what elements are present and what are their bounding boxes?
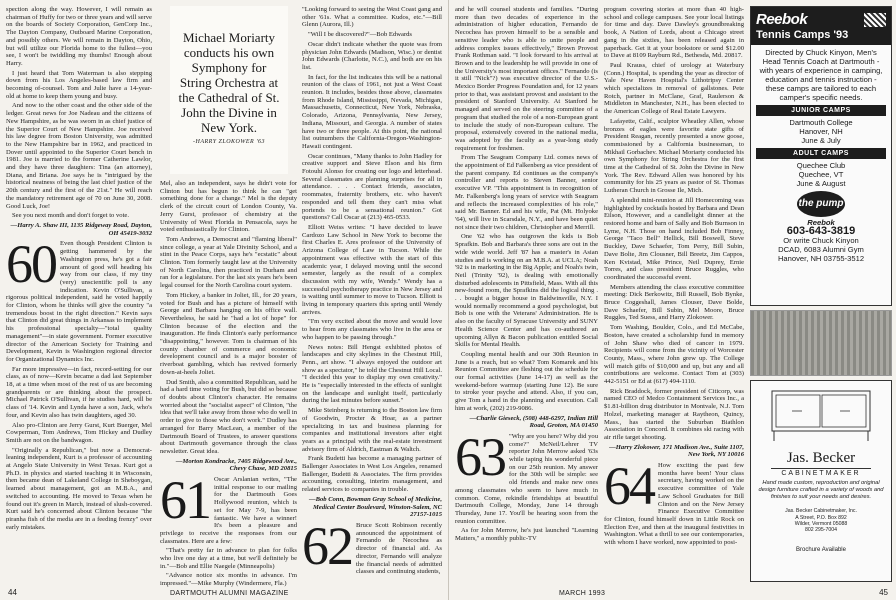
junior-location: Hanover, NH [799, 127, 843, 136]
paragraph: "Looking forward to seeing the West Coast gang and other '61s. What a committee. Kudos, etc."—Bill Glenn (Aurora, Ill.) [302, 6, 442, 29]
photo-credit: -HARRY ZLOKOWER '63 [192, 139, 265, 145]
left-column-3 [302, 6, 442, 584]
paragraph: See you next month and don't forget to vote. [12, 212, 129, 220]
phone-number: 603-643-3819 [786, 225, 856, 237]
paragraph: "Why are you here? Why did you come?" McNeil/Lehrer TV reporter John Merrow asked '63s while taping his wonderful piece on our 25th reunion. My answer for the 30th will be simple: see old friends and make new ones among classmates who seem to have much in common. Come, rekindle friendships at beautiful Dartmouth College, Monday, June 14 through Thursday, June 17. You'll be hearing soon from the reunion committee. [455, 432, 598, 525]
reebok-logo: Reebok [756, 11, 808, 28]
junior-camps-label: JUNIOR CAMPS [756, 105, 886, 116]
paragraph: Members attending the class executive committee meeting: Dick Berkowitz, Bill Russell, Bob Bynke, Bruce Coggeshall, James Clouser, Dave Bolde, Dave Schaefer, Bill Subin, Mel Moore, Bruce Ruggles, Ted Suess, and Harry Zlokower. [604, 283, 744, 322]
cabinet-illustration-icon [762, 385, 880, 443]
paragraph: Elliott Weiss writes: "I have decided to leave Cardozo Law School in New York to become the first Charles E. Ares professor of the University of Arizona College of Law in Tucson. While the appointment was effective with the start of this academic year, I delayed moving until the second semester, largely as the result of a complex discussion with my wife, Wendy." Wendy has a successful psychotherapy practice in New Jersey and is waiting until summer to move to Tucson. Elliott is living in temporary quarters this spring until Wendy arrives. [302, 223, 442, 316]
signature: —Bob Conn, Bowman Gray School of Medicine, Medical Center Boulevard, Winston-Salem, NC 27157-1015 [309, 495, 442, 519]
right-column-1 [455, 6, 598, 584]
paragraph: and he will counsel students and families. "During more than two decades of experience in the administration of higher education, Fernando de Necochea has proven himself to be a sensible and sensitive leader who is able to unite people and address complex issues effectively," Brown Provost Frank Rothman said. "I look forward to his arrival at Brown and to the leadership he will provide in one of the University's most important offices." Fernando (is it still "Nick"?) was executive director of the U.S.-Mexico Border Progress Foundation and, for 12 years prior to that, was assistant provost and assistant to the president of Stanford University. At Stanford he managed and served on the steering committee of a program that studied the role of a non-European grant to include the study of non-European culture. The proposal, extensively covered in the national media, was adopted by the faculty as a year-long study requirement for freshmen. [455, 6, 598, 152]
paragraph: Oscar didn't indicate whether the quote was from physician John Edwards (Madison, Wisc.) or dentist John Edwards (Charlotte, N.C.), and both are on his list. [302, 40, 442, 71]
address [757, 508, 885, 533]
paragraph: Far more impressive—in fact, record-setting for our class, as of now—Kevin became a dad last September 18, at a time when most of the rest of us are becoming grandparents or are thinking about the prospect. Michael Patrick O'Sullivan, if he studies hard, will be class of '14. Kevin and Lynda have a son, Jack, who's four, and Kevin also has twin daughters, aged 30. [6, 365, 152, 419]
paragraph: In fact, for the list indicates this will be a national reunion of the class of 1961, not just a West Coast reunion. It includes, besides those above, classmates from Rhode Island, Mississippi, Nevada, Michigan, Massachusetts, Connecticut, New York, Nebraska, Colorado, Arizona, Pennsylvania, New Jersey, Indiana, Missouri, and Georgia. A number of states have two or three people. At this point, the national list outnumbers the California-Oregon-Washington-Hawaii contingent. [302, 73, 442, 150]
signature: —Harry A. Shaw III, 1135 Ridgeway Road, Dayton, OH 45419-3032 [10, 221, 152, 237]
class-year-number: 61 [160, 470, 210, 531]
paragraph: Bruce Scott Robinson recently announced the appointment of Fernando de Necochea as director of financial aid. As director, Fernando will analyze the financial needs of admitted classes and continuing students, [356, 522, 442, 576]
address-line: Jas. Becker Cabinetmaker, Inc. [785, 508, 857, 515]
address-line: Wilder, Vermont 05088 [794, 520, 848, 527]
paragraph: Tom Andrews, a Democrat and "flaming liberal" since college, a year at Yale Divinity School, and a stint in the Peace Corps, says he's "ecstatic" about Clinton. Tom formerly taught law at the University of North Carolina, then practiced in Durham and ran for a legislature. For the last six years he's been legal counsel for the North Carolina court system. [160, 235, 297, 290]
left-column-2 [160, 180, 297, 588]
right-column-2 [604, 6, 744, 584]
flag-icon [864, 13, 886, 27]
contact-line: Or write Chuck Kinyon [783, 236, 859, 245]
caption-text: Michael Moriarty conducts his own Symphony for String Orchestra at the Cathedral of St. John the Divine in New York. [178, 30, 280, 135]
paragraph: Tom Washing, Boulder, Colo., and Ed McCabe, Boston, have created a scholarship fund in memory of John Shaw who died of cancer in 1979. Recipients will come from the vicinity of Worcester County, Mass., where John grew up. The College will match gifts of $10,000 and up, but any and all contributions are welcome. Contact Tom at (303) 442-5151 or Ed at (617) 494-1110. [604, 324, 744, 386]
signature: —Charlie Gieseck, (508) 448-6297, Indian Hill Road, Groton, MA 01450 [469, 414, 598, 430]
paragraph: And now to the other coast and the other side of the ledger. Great news for Joe Nadeau and the citizens of New Hampshire, as he was sworn in as chief justice of the Superior Court of New Hampshire. Joe received his law degree from Boston University, was admitted to the New Hampshire bar in 1962, and practiced in Dover until appointed to the Superior Court bench in 1981. Joe is married to the former Catherine Lawlor, and they have three daughters: Tina (an attorney), Diana, and Briana. Joe says he is "intrigued by the historical neatness of being the last chief justice of the 20th century and the first of the 21st." He will reach the mandatory retirement age of 70 on June 30, 2008. Good Luck, Joe! [6, 102, 152, 210]
signature: —Harry Zlokower, 171 Madison Ave., Suite 1107, New York, NY 10016 [609, 443, 744, 459]
paragraph: Also pro-Clinton are Jerry Gurst, Kurt Buerger, Mel Cowperman, Tom Andrews, Tom Hickey and Dudley Smith are not on the bandwagon. [6, 421, 152, 444]
pump-logo-icon: the pump [797, 191, 845, 217]
paragraph: Oscar Arslanian writes, "The initial response to our mailing for the Dartmouth Goes Hollywood reunion, which is set for May 7-9, has been fantastic. We have a winner! It's been a pleasure and privilege to receive the responses from our classmates. Here are a few: [160, 476, 297, 545]
adult-location: Quechee, VT [798, 170, 844, 179]
moriarty-photo-caption [170, 6, 288, 174]
paragraph: Tom Hickey, a banker in Joliet, Ill., for 20 years, voted for Bush and has a picture of himself with George and Barbara hanging on his office wall. Nevertheless, he said he "had a lot of hope" for Clinton because of the election and the inauguration. He finds Clinton's early performance "disappointing," however. Tom is chairman of his county chamber of commerce and economic development council and is a major booster of riverboat gambling, which has revived formerly down-at-heels Joliet. [160, 291, 297, 376]
paragraph: Mike Steinberg is returning to the Boston law firm of Goodwin, Procter & Hoar, as a partner specializing in tax and business planning for companies and institutional investors after eight years as a principal with the real-estate investment advisory firm of Aldrich, Eastman & Waltch. [302, 407, 442, 453]
adult-camps-label: ADULT CAMPS [756, 148, 886, 159]
ad-description: Directed by Chuck Kinyon, Men's Head Tennis Coach at Dartmouth - with years of experience in camping, education and tennis instruction - these camps are tailored to each camper's specific needs. [759, 48, 883, 102]
class-year-number: 63 [455, 426, 505, 487]
paragraph: program covering stories at more than 40 high-school and college campuses. See your local listings for time and day. Dave Dawley's groundbreaking book, A Nation of Lords, about a Chicago street gang in the sixties, has been released again in paperback. Get it at your bookstore or send $12.00 to Dave at 8109 Rayburn Rd., Bethesda, Md. 20817. [604, 6, 744, 60]
reebok-wordmark: Reebok [807, 218, 835, 227]
address-line: 802 295-7004 [804, 527, 838, 533]
paragraph: Coupling mental health and our 30th Reunion in June is a reach, but so what? Tom Komarek and his Reunion Committee are fleshing out the schedule for our formal activities (June 14-17) as well as the weekend-before warmup (starting June 12). Be sure to stroke your psyche and attend. Also, if you can, give Tom a hand in the planning and execution. Call him at work, (202) 219-9086. [455, 350, 598, 412]
junior-dates: June & July [801, 136, 841, 145]
paragraph: Rick Braddock, former president of Citicorp, was named CEO of Medco Containment Services Inc., a $1.81-billion drug distributor in Montvale, N.J. Tom Holzel, marketing manager at Raytheon, Quincy, Mass., has started the Suburban Biathlon Association in Concord. It combines ski racing with air rifle target shooting. [604, 387, 744, 441]
junior-place: Dartmouth College [789, 118, 853, 127]
paragraph: One '62 who has outgrown the kids is Bob Sprafkin. Bob and Barbara's three sons are out in the wide wide world. Jeff '87 has a master's in Asian studies and is working on an M.B.A. at UCLA; Noah '92 is in marketing in the Big Apple; and Noah's twin, Neil (Trinity '92), is dealing with emotionally disturbed adolescents in Pittsfield, Mass. With all this new-found room, the Sprafkins did the logical thing . . . bought a bigger house in Baldwinsville, N.Y. I would normally recommend a good psychologist, but Bob is one with the Veterans' Administration. He is also on the faculty of Syracuse University and SUNY Health Science Center and has co-authored an upcoming Allyn & Bacon publication entitled Social Skills for Mental Health. [455, 233, 598, 349]
paragraph: From The Seagram Company Ltd. comes news of the appointment of Ed Falkenberg as vice president of the parent company. Ed continues as the company's controller and reports to Steven Banner, senior executive VP. "This appointment is in recognition of Mr. Falkenberg's long years of service with Seagram and reflects the increased complexities of his role," said Mr. Banner. Ed and his wife, Pat (Mt. Holyoke '64), will live in Scarsdale, N.Y., and have been quiet not since their two children, Christopher and Merrill. [455, 154, 598, 231]
ad-description: Hand made custom, reproduction and original design furniture crafted in a variety of woods and finishes to suit your needs and desires. [758, 480, 884, 500]
paragraph: I just heard that Tom Waterman is also stepping down from his Los Angeles-based law firm and becoming of-counsel. Tom and Julie have a 14-year-old at home to keep them young and busy. [6, 69, 152, 100]
paragraph: A splendid mini-reunion at Jill Homecoming was highlighted by cocktails hosted by Barbara and Dean Eilson, However, and a candlelight dinner at the restored home and barn of Sally and Bob Burnson in Lyme, N.H. Those on hand included Bob Finney, George "Taco Bell" Hellick, Bill Boswell, Steve Buckley, Dave Schaefer, Tom Perry, Bill Subin, Dave Bolte, Jim Clousner, Bill Breetz, Jim Cappos, Ken Kvistad, Mike Prince, Neil Duprey, Ernie Torres, and class president Bruce Ruggles, who coordinated the successful event. [604, 196, 744, 281]
magazine-footer: DARTMOUTH ALUMNI MAGAZINE [170, 590, 289, 597]
contact-line: DCAD, 6083 Alumni Gym [778, 245, 864, 254]
paragraph: Frank Budetti has become a managing partner of Ballenger Associates in West Los Angeles, renamed Ballenger, Budetti & Associates. The firm provides accounting, consulting, interim management, and related services to companies in trouble. [302, 455, 442, 494]
paragraph: Oscar continues, "Many thanks to John Hadley for creative support and Steve Elson and his firm Fotouhi Alonso for creating our logo and letterhead. Several classmates are planning surprises for all in attendance. . . . Contact friends, associates, roommates, fraternity brothers, etc. who haven't responded and tell them they can't miss what portends to be a sensational reunion." Got questions? Call Oscar at (213) 465-0533. [302, 152, 442, 222]
paragraph: "Originally a Republican," but now a Democrat-leaning independent, Kurt is a professor of accounting at Angelo State University in West Texas. Kurt got a Ph.D. in physics and started teaching it in Wisconsin, then became dean of Lakeland College in Sheboygan, learned about management, got an M.B.A., and switched to accounting. He moved to Texas when he found out it's green in March, instead of slush-covered. Kurt said he's concerned about Clinton because "the piranha fish of the media are in a feeding frenzy" over early mistakes. [6, 446, 152, 531]
left-column-1 [6, 6, 152, 584]
class-year-number: 64 [604, 456, 654, 517]
photo-image [750, 310, 892, 376]
class-year-number: 60 [6, 234, 56, 295]
adult-dates: June & August [796, 179, 846, 188]
contact-line: Hanover, NH 03755-3512 [777, 254, 865, 263]
paragraph: "Will I be discovered?"—Bob Edwards [308, 31, 412, 39]
paragraph: News notes: Bill Hengst exhibited photos of landscapes and city skylines in the Chestnut Hill, Penn., art show. "I always enjoyed the outdoor art show as a spectator," he told the Chestnut Hill Local. "I decided this year to display my own creativity." He is "especially interested in the effects of sunlight on the landscape and sunlight itself, particularly during the last minutes before sunset." [302, 343, 442, 405]
paragraph: Dud Smith, also a committed Republican, said he had a hard time voting for Bush, but did so because of doubts about Clinton's character. He remains worried about the "socialist aspect" of Clinton, "the idea that we'll take away from those who do well in order to give to those who don't work." Dudley has arranged for Barry MacLean, a member of the Dartmouth Board of Trustees, to answer questions about Dartmouth governance through the class newsletter. Great idea. [160, 378, 297, 455]
paragraph: Lafayette, Calif., sculptor Wheatley Allen, whose bronzes of eagles were favorite state gifts of President Reagan, recently presented a snow goose, commissioned by a California businessman, to Mikhail Gorbachev. Michael Moriarty conducted his own Symphony for String Orchestra for the first time at the Cathedral of St. John the Divine in New York. The Rev. Edward Allen was honored by his community for his 25 years as pastor of St. Thomas Lutheran Church in Grosse Ile, Mich. [604, 117, 744, 195]
ad-title: Tennis Camps '93 [756, 29, 849, 41]
issue-date-footer: MARCH 1993 [559, 590, 606, 597]
ad-header [751, 7, 891, 45]
page-number: 45 [879, 588, 888, 597]
advertiser-subtitle: CABINETMAKER [771, 468, 871, 477]
paragraph: "I'm very excited about the move and would love to hear from any classmates who live in the area or who happen to be passing through." [302, 318, 442, 341]
paragraph: Paul Krauss, chief of urology at Waterbury (Conn.) Hospital, is spending the year as director of Yale New Haven Hospital's Lithotripsy Center which specializes in removal of gallstones. Pete Rotch, partner in McClane, Graf, Raulerson & Middleton in Manchester, N.H., has been elected to the American College of Real Estate Lawyers. [604, 61, 744, 116]
brochure-note: Brochure Available [796, 547, 846, 554]
class-year-number: 62 [302, 516, 352, 576]
paragraph: "That's pretty far in advance to plan for folks who live one day at a time, but we'll definitely be in."—Bob and Ellie Naegele (Minneapolis) [160, 547, 297, 570]
advertiser-name: Jas. Becker [786, 450, 856, 466]
ad-body [751, 45, 891, 266]
paragraph: As for John Merrow, he's just launched "Learning Matters," a monthly public-TV [455, 527, 598, 543]
adult-place: Quechee Club [796, 161, 846, 170]
paragraph: How exciting the past few months have been! Your class secretary, having worked on the executive committee of Yale Law School Graduates for Bill Clinton and on the New Jersey Finance Executive Committee for Clinton, found himself down in Little Rock on Election Eve, and then at the inaugural festivities in Washington. What a thrill to see our contemporaries, with whom I have worked, now appointed to posi- [604, 462, 744, 547]
page-number: 44 [8, 588, 17, 597]
address-line: A Street, P.O. Box 892 [795, 514, 847, 521]
paragraph: Mel, also an independent, says he didn't vote for Clinton but has begun to think he can "get something done for a change." Mel is the deputy clerk of the circuit court of London County, Va. Jerry Gurst, professor of chemistry at the University of West Florida in Pensacola, says he voted enthusiastically for Clinton. [160, 180, 297, 234]
paragraph: "Advance notice six months in advance. I'm impressed."—Mike Murphy (Windermere, Fla.) [160, 572, 297, 588]
signature: —Morton Kondracke, 7405 Ridgewood Ave., Chevy Chase, MD 20815 [175, 457, 297, 473]
paragraph: spection along the way. However, I will remain as chairman of Huffy for two or three years and will serve on the boards of Society Corporation, GenCorp Inc., The Dayton Company, Outboard Marine Corporation, and possibly others. We will remain in Dayton, Ohio, but will utilize our Florida home to the fullest—you see, I won't be twiddling my thumbs! Enough about Harry. [6, 6, 152, 67]
paragraph: Even though President Clinton is getting hammered by the Washington press, he's got a fair amount of good will heading his way from our class, if my tiny (very) unscientific poll is any indication. Kevin O'Sullivan, a rigorous political independent, said he voted happily for Clinton, whom he thinks will give the country "a tremendous boost in the right direction." Kevin says that Clinton did great things in Arkansas to implement his professional specialty—"total quality management"—in state government. Former executive director of the American Society for Training and Development, Kevin is Washington regional director for Organizational Dynamics Inc. [6, 240, 152, 363]
reebok-tennis-camps-ad [750, 6, 892, 306]
jas-becker-ad [750, 380, 892, 582]
